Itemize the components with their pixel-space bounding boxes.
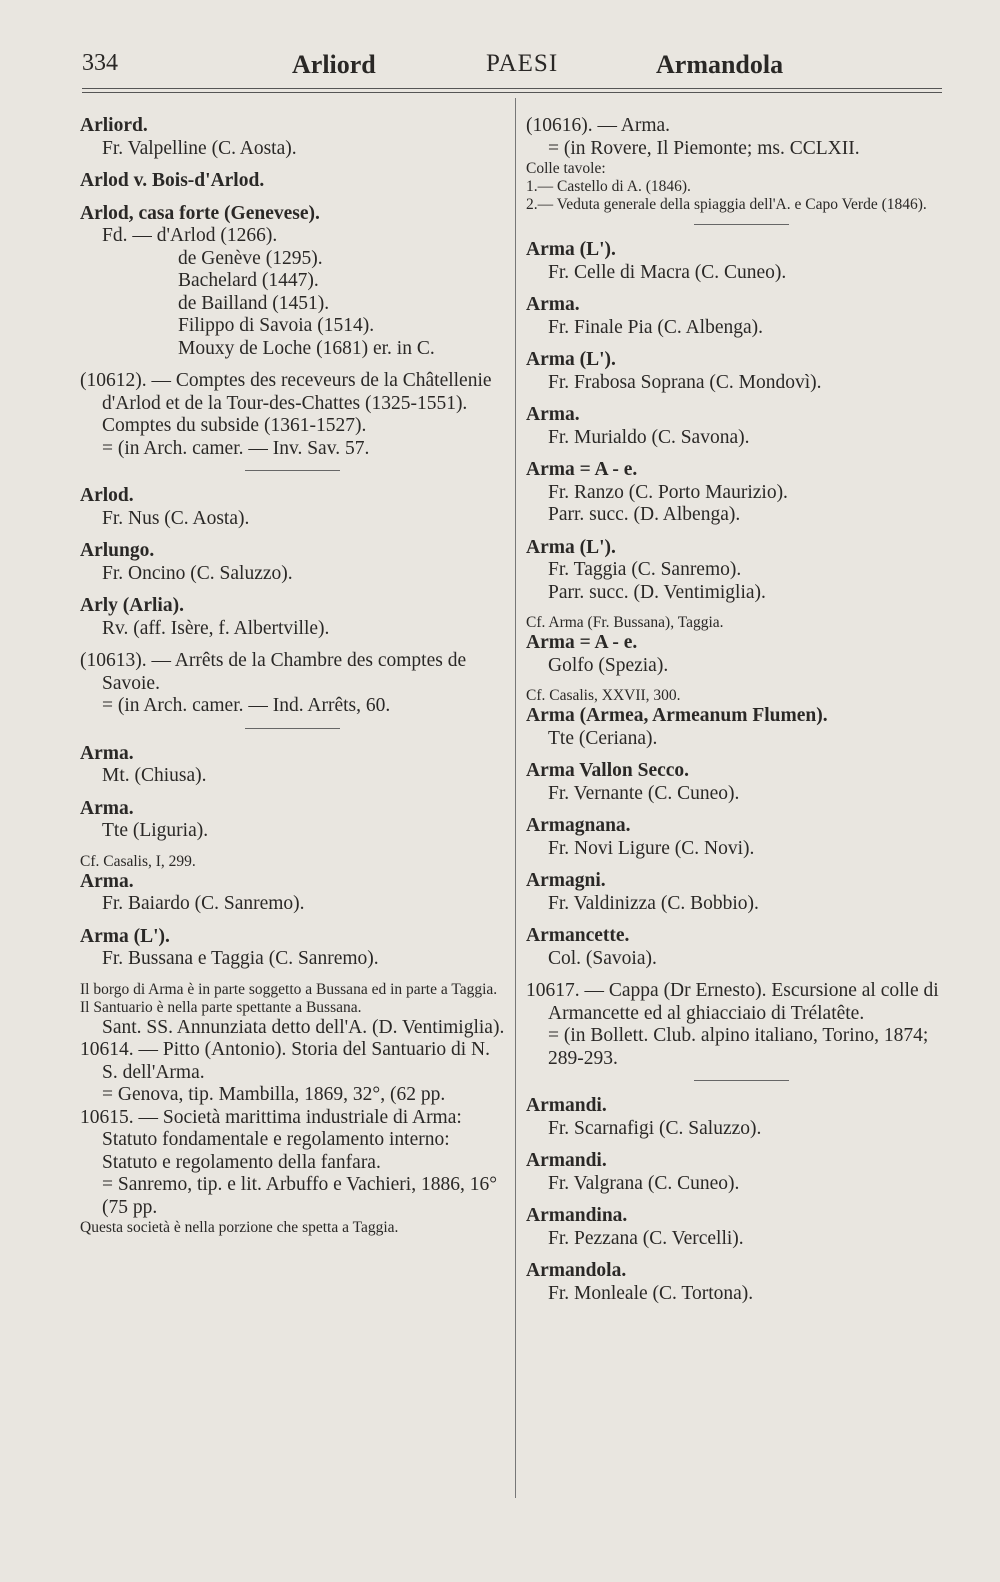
entry-line: Fr. Novi Ligure (C. Novi). xyxy=(548,837,755,859)
separator-rule xyxy=(694,224,789,225)
entry-line: Fd. — d'Arlod (1266). xyxy=(102,225,278,246)
left-column xyxy=(80,115,505,1237)
entry-title: Arma (L'). xyxy=(526,239,616,260)
entry-title: Arma = A - e. xyxy=(526,459,638,480)
entry-title: Arma. xyxy=(80,742,134,764)
entry-title: Arlod v. Bois-d'Arlod. xyxy=(80,170,265,191)
entry xyxy=(80,798,505,843)
entry-line: Fr. Murialdo (C. Savona). xyxy=(548,426,750,448)
entry-title: Armandi. xyxy=(526,1095,607,1116)
entry-title: Arma = A - e. xyxy=(526,632,638,653)
entry-subline: Filippo di Savoia (1514). xyxy=(178,315,375,336)
imprint-line: = (in Arch. camer. — Ind. Arrêts, 60. xyxy=(102,695,391,716)
note-text: 1.— Castello di A. (1846). xyxy=(526,178,691,195)
running-header xyxy=(0,50,1000,90)
entry-line: Parr. succ. (D. Ventimiglia). xyxy=(548,581,766,603)
entry-line: Fr. Valgrana (C. Cuneo). xyxy=(548,1172,740,1194)
entry-line: Fr. Taggia (C. Sanremo). xyxy=(548,559,742,580)
bibliographic-record: (10612). — Comptes des receveurs de la Châtellenie d'Arlod et de la Tour-des-Chattes (1325-1551). Comptes du subside (1361-1527). xyxy=(80,370,492,436)
entry xyxy=(526,760,956,805)
note-text: Questa società è nella porzione che spetta a Taggia. xyxy=(80,1219,399,1236)
entry-line: Fr. Pezzana (C. Vercelli). xyxy=(548,1227,744,1249)
entry-title: Arma (L'). xyxy=(526,349,616,370)
entry xyxy=(526,459,956,527)
entry-line: Fr. Ranzo (C. Porto Maurizio). xyxy=(548,481,788,503)
bibliographic-record: 10614. — Pitto (Antonio). Storia del Santuario di N. S. dell'Arma. xyxy=(80,1039,491,1083)
entry-title: Arma (L'). xyxy=(80,925,170,947)
entry-title: Armandina. xyxy=(526,1205,628,1226)
imprint-line: Sant. SS. Annunziata detto dell'A. (D. Ventimiglia). xyxy=(102,1016,505,1038)
entry xyxy=(526,294,956,339)
entry-subline: de Genève (1295). xyxy=(178,247,323,269)
separator-rule xyxy=(245,470,340,471)
bibliographic-record: 10617. — Cappa (Dr Ernesto). Escursione al colle di Armancette ed al ghiacciaio di Trélatête. xyxy=(526,980,939,1024)
header-left-word: Arliord xyxy=(292,50,376,79)
right-column xyxy=(526,115,956,1315)
entry-line: Fr. Nus (C. Aosta). xyxy=(102,507,250,529)
entry-line: Rv. (aff. Isère, f. Albertville). xyxy=(102,617,330,639)
entry-line: Fr. Valdinizza (C. Bobbio). xyxy=(548,892,759,914)
entry xyxy=(526,815,956,860)
imprint-line: = Sanremo, tip. e lit. Arbuffo e Vachieri, 1886, 16° (75 pp. xyxy=(102,1174,498,1218)
separator-rule xyxy=(694,1080,789,1081)
bibliographic-record: 10615. — Società marittima industriale di Arma: Statuto fondamentale e regolamento interno: Statuto e regolamento della fanfara. xyxy=(80,1106,462,1173)
entry-line: Tte (Ceriana). xyxy=(548,727,658,749)
imprint-line: = (in Rovere, Il Piemonte; ms. CCLXII. xyxy=(548,137,860,159)
bibliographic-record: (10613). — Arrêts de la Chambre des comptes de Savoie. xyxy=(80,650,467,694)
note-text: Colle tavole: xyxy=(526,160,606,177)
note-text: Cf. Casalis, I, 299. xyxy=(80,852,196,870)
entry-title: Arlod, casa forte (Genevese). xyxy=(80,202,320,224)
entry-line: Col. (Savoia). xyxy=(548,947,657,969)
separator-rule xyxy=(245,728,340,729)
entry-line: Fr. Monleale (C. Tortona). xyxy=(548,1282,754,1304)
entry-title: Armagnana. xyxy=(526,815,631,836)
bibliographic-record: (10616). — Arma. xyxy=(526,115,671,136)
entry-line: Fr. Vernante (C. Cuneo). xyxy=(548,782,740,804)
entry xyxy=(80,115,505,160)
entry xyxy=(526,632,956,677)
entry-line: Fr. Oncino (C. Saluzzo). xyxy=(102,562,293,584)
entry-line: Fr. Finale Pia (C. Albenga). xyxy=(548,316,764,338)
page-number: 334 xyxy=(82,50,118,76)
entry-title: Arlungo. xyxy=(80,540,155,561)
entry xyxy=(526,1095,956,1140)
entry-title: Armandi. xyxy=(526,1150,607,1171)
entry-line: Fr. Valpelline (C. Aosta). xyxy=(102,137,297,159)
entry-line: Golfo (Spezia). xyxy=(548,654,669,676)
entry-title: Arma. xyxy=(80,870,134,892)
entry-line: Fr. Bussana e Taggia (C. Sanremo). xyxy=(102,948,379,969)
entry xyxy=(526,870,956,915)
entry-line: Fr. Celle di Macra (C. Cuneo). xyxy=(548,261,787,283)
entry-subline: Bachelard (1447). xyxy=(178,270,319,291)
entry xyxy=(526,239,956,284)
entry-title: Armandola. xyxy=(526,1260,627,1281)
imprint-line: = Genova, tip. Mambilla, 1869, 32°, (62 pp. xyxy=(102,1084,446,1105)
entry-title: Arma. xyxy=(526,404,580,425)
entry xyxy=(80,485,505,530)
entry xyxy=(526,349,956,394)
entry xyxy=(526,1260,956,1305)
entry-title: Arliord. xyxy=(80,115,148,136)
imprint-line: = (in Bollett. Club. alpino italiano, Torino, 1874; 289-293. xyxy=(548,1025,929,1069)
entry xyxy=(80,203,505,361)
note-text: Cf. Casalis, XXVII, 300. xyxy=(526,687,681,704)
entry xyxy=(526,537,956,605)
entry-title: Arly (Arlia). xyxy=(80,595,184,616)
entry-title: Arlod. xyxy=(80,485,134,506)
header-rule-bottom xyxy=(82,92,942,93)
header-right-word: Armandola xyxy=(656,50,784,79)
entry-title: Armagni. xyxy=(526,870,606,891)
entry-title: Arma. xyxy=(80,797,134,819)
entry-title: Arma (Armea, Armeanum Flumen). xyxy=(526,705,828,726)
entry xyxy=(526,1205,956,1250)
entry xyxy=(80,540,505,585)
entry xyxy=(526,925,956,970)
entry xyxy=(80,743,505,788)
entry-title: Arma (L'). xyxy=(526,536,616,558)
entry-line: Parr. succ. (D. Albenga). xyxy=(548,504,741,525)
note-text: Cf. Arma (Fr. Bussana), Taggia. xyxy=(526,614,724,631)
column-divider xyxy=(515,98,516,1498)
header-center-word: PAESI xyxy=(486,50,559,77)
entry-line: Fr. Frabosa Soprana (C. Mondovì). xyxy=(548,371,822,393)
header-rule-top xyxy=(82,88,942,89)
entry-line: Fr. Scarnafigi (C. Saluzzo). xyxy=(548,1117,762,1139)
entry-subline: de Bailland (1451). xyxy=(178,292,330,314)
entry-title: Arma Vallon Secco. xyxy=(526,760,690,781)
entry-line: Tte (Liguria). xyxy=(102,820,209,841)
entry-subline: Mouxy de Loche (1681) er. in C. xyxy=(178,337,435,359)
entry xyxy=(80,170,505,193)
entry xyxy=(80,595,505,640)
note-text: 2.— Veduta generale della spiaggia dell'A. e Capo Verde (1846). xyxy=(526,196,927,213)
entry xyxy=(526,404,956,449)
entry xyxy=(80,871,505,916)
note-text: Il borgo di Arma è in parte soggetto a Bussana ed in parte a Taggia. Il Santuario è nella parte spettante a Bussana. xyxy=(80,980,498,1016)
entry xyxy=(526,705,956,750)
entry-line: Fr. Baiardo (C. Sanremo). xyxy=(102,893,305,914)
entry-title: Arma. xyxy=(526,294,580,315)
entry xyxy=(80,926,505,971)
entry xyxy=(526,1150,956,1195)
imprint-line: = (in Arch. camer. — Inv. Sav. 57. xyxy=(102,437,370,459)
entry-title: Armancette. xyxy=(526,925,630,946)
entry-line: Mt. (Chiusa). xyxy=(102,765,207,786)
